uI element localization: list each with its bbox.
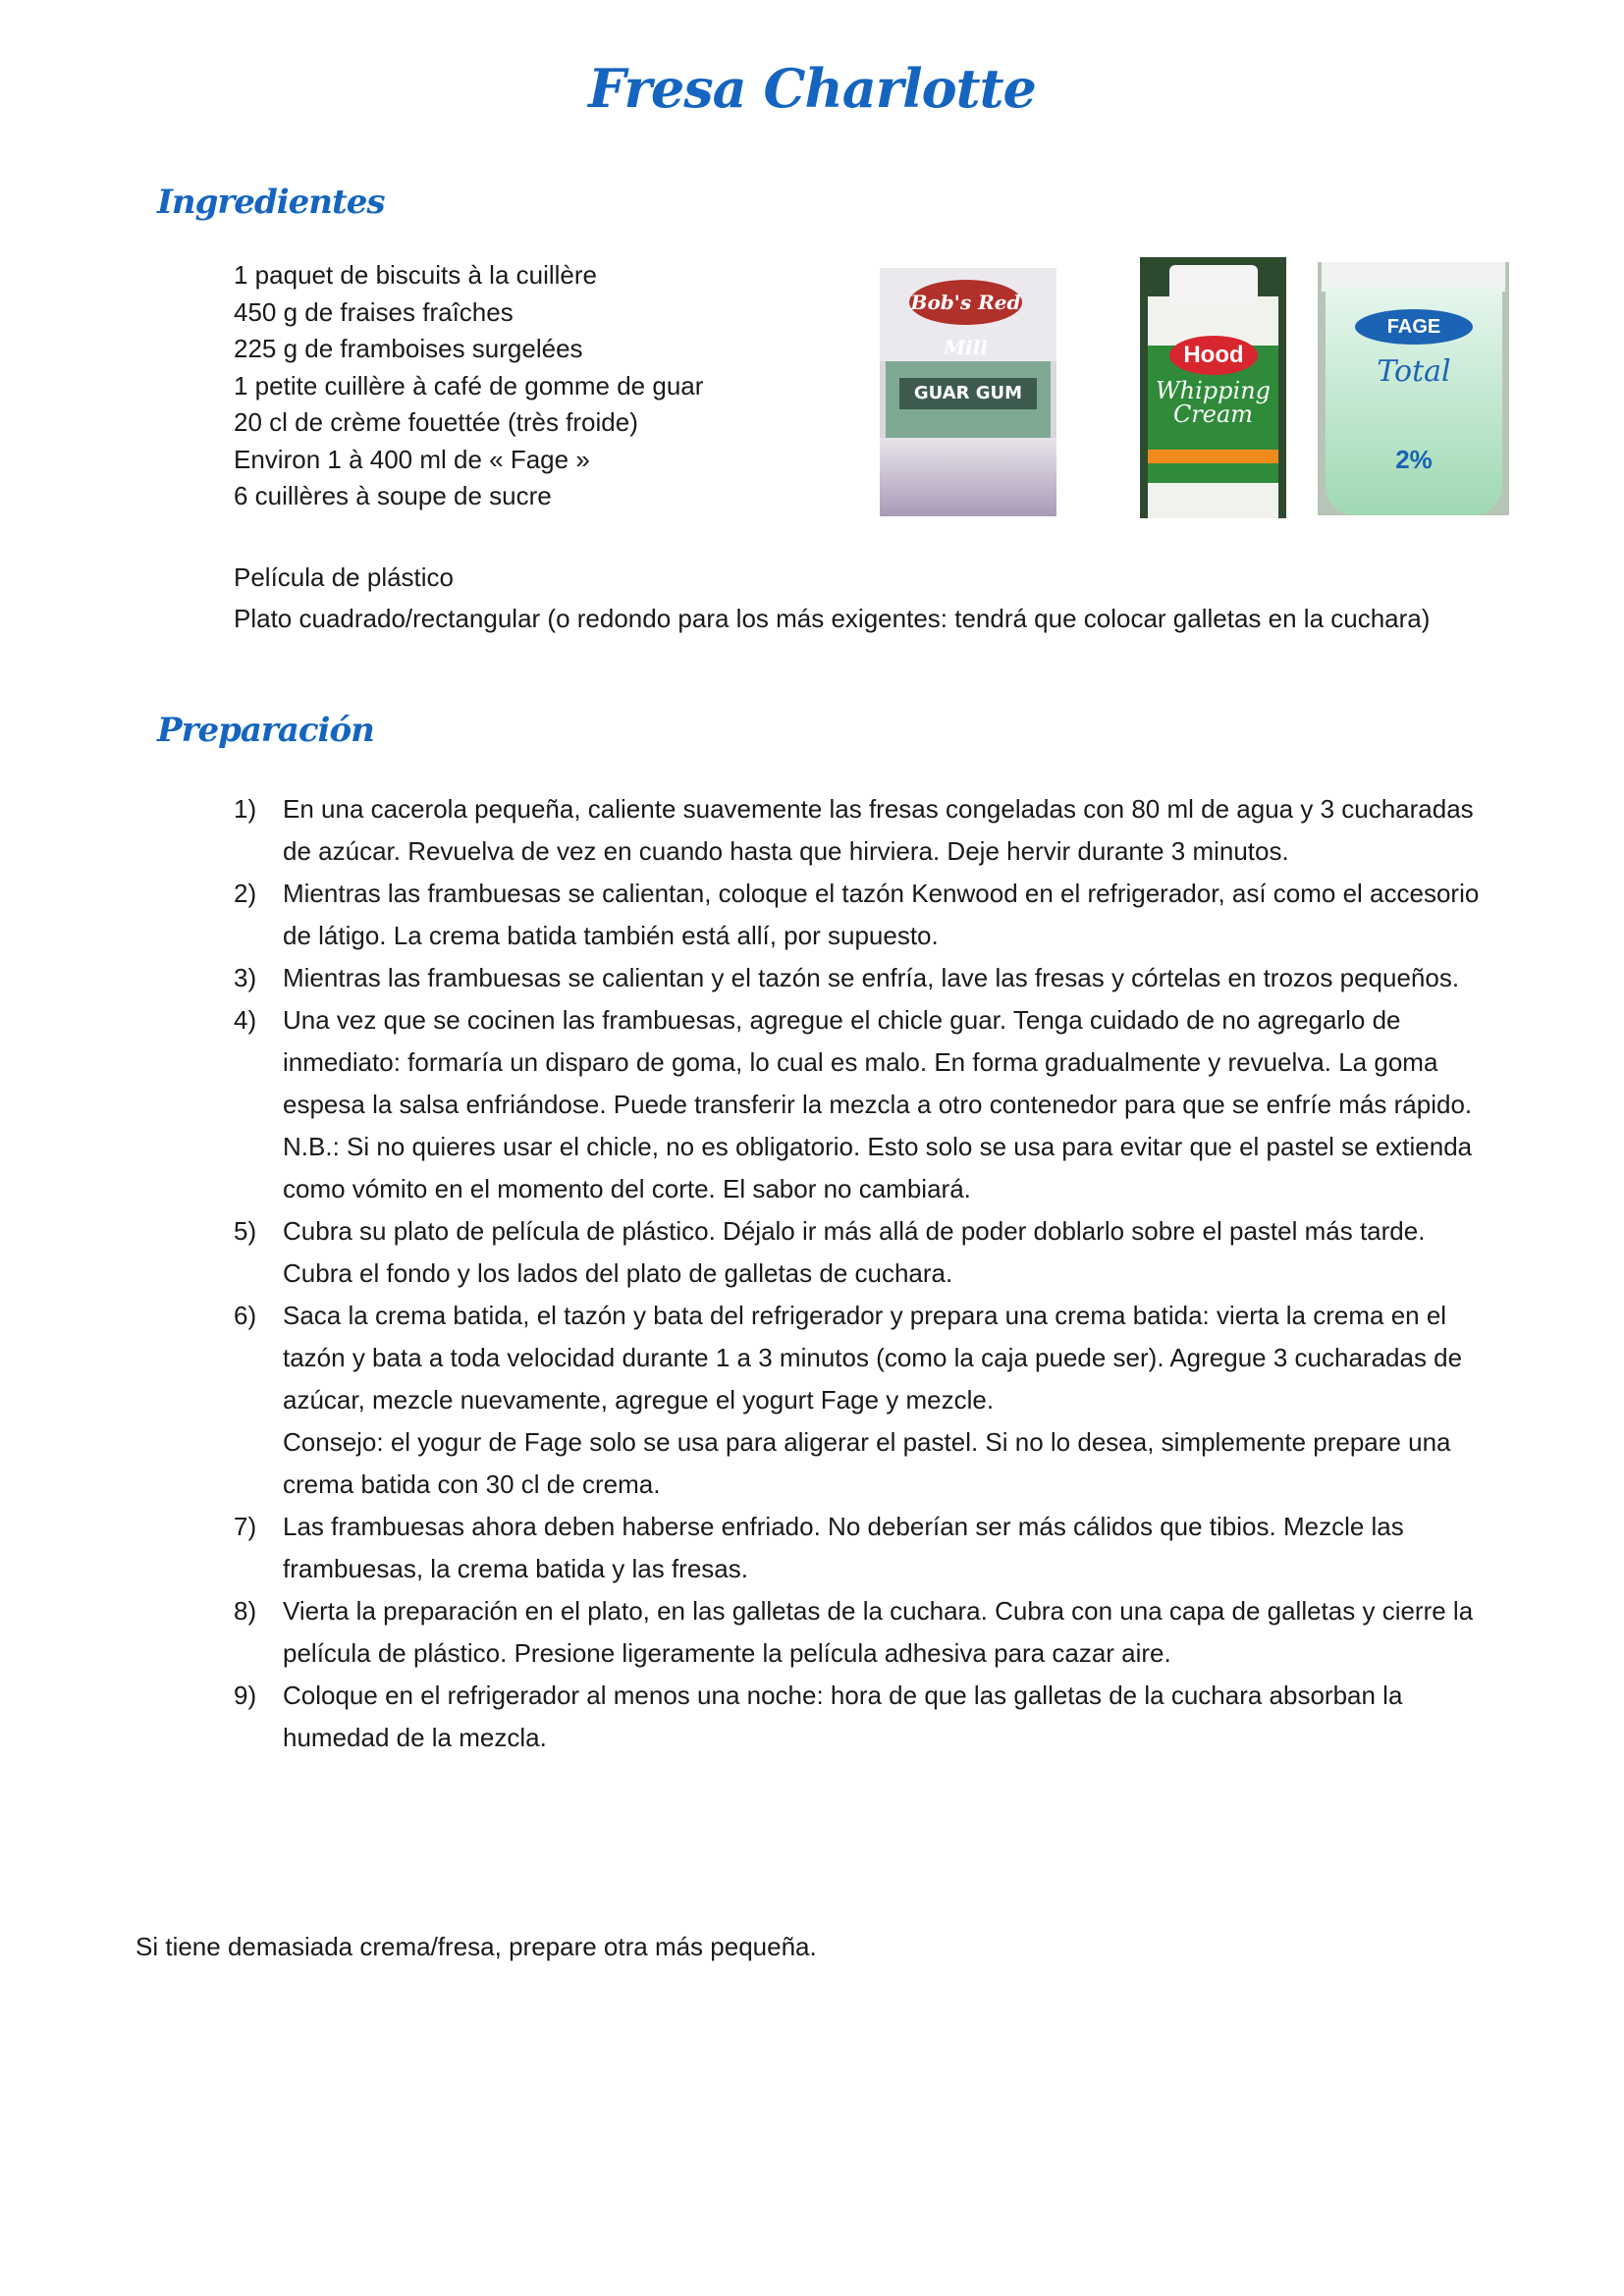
fage-total-label: Total xyxy=(1377,354,1451,389)
guar-gum-label: GUAR GUM xyxy=(899,378,1037,409)
step-number: 7) xyxy=(234,1512,257,1541)
step-number: 1) xyxy=(234,794,257,824)
preparation-steps xyxy=(234,788,1490,1759)
ingredient-item: Environ 1 à 400 ml de « Fage » xyxy=(234,444,590,474)
step-item xyxy=(234,1506,1490,1590)
fage-logo: FAGE xyxy=(1355,309,1473,345)
ingredient-item: 1 petite cuillère à café de gomme de guar xyxy=(234,370,704,400)
step-number: 8) xyxy=(234,1596,257,1626)
step-text: Vierta la preparación en el plato, en las galletas de la cuchara. Cubra con una capa de galletas y cierre la película de plástico. Presione ligeramente la película adhesiva para cazar aire. xyxy=(283,1596,1474,1668)
step-text: Cubra su plato de película de plástico. Déjalo ir más allá de poder doblarlo sobre el pastel más tarde. Cubra el fondo y los lados del plato de galletas de cuchara. xyxy=(283,1216,1426,1288)
ingredient-item: 225 g de framboises surgelées xyxy=(234,334,583,363)
whipping-cream-photo xyxy=(1140,257,1286,518)
step-text: Una vez que se cocinen las frambuesas, agregue el chicle guar. Tenga cuidado de no agregarlo de inmediato: formaría un disparo de goma, lo cual es malo. En forma gradualmente y revuelva. La goma espesa la salsa enfriándose. Puede transferir la mezcla a otro contenedor para que se enfríe más rápido. xyxy=(283,1005,1473,1119)
step-note: Consejo: el yogur de Fage solo se usa para aligerar el pastel. Si no lo desea, simplemente prepare una crema batida con 30 cl de crema. xyxy=(283,1427,1451,1499)
step-number: 5) xyxy=(234,1216,257,1246)
hood-logo: Hood xyxy=(1169,336,1258,375)
step-item xyxy=(234,957,1490,999)
step-number: 3) xyxy=(234,963,257,992)
step-note: N.B.: Si no quieres usar el chicle, no es obligatorio. Esto solo se usa para evitar que el pastel se extienda como vómito en el momento del corte. El sabor no cambiará. xyxy=(283,1132,1473,1203)
guar-gum-photo xyxy=(880,268,1056,516)
ingredients-heading: Ingredientes xyxy=(157,183,385,222)
page-title: Fresa Charlotte xyxy=(588,57,1036,120)
step-number: 6) xyxy=(234,1301,257,1330)
step-item xyxy=(234,788,1490,873)
fage-yogurt-photo xyxy=(1318,262,1509,515)
equipment-item: Película de plástico xyxy=(234,562,455,592)
step-item xyxy=(234,873,1490,957)
equipment-list xyxy=(234,557,1451,639)
bobs-red-mill-logo: Bob's Red Mill xyxy=(909,280,1022,325)
step-text: En una cacerola pequeña, caliente suavemente las fresas congeladas con 80 ml de agua y 3 cucharadas de azúcar. Revuelva de vez en cuando hasta que hirviera. Deje hervir durante 3 minutos. xyxy=(283,794,1474,866)
step-item xyxy=(234,1295,1490,1506)
step-number: 9) xyxy=(234,1681,257,1710)
step-text: Mientras las frambuesas se calientan, coloque el tazón Kenwood en el refrigerador, así como el accesorio de látigo. La crema batida también está allí, por supuesto. xyxy=(283,879,1480,950)
step-number: 4) xyxy=(234,1005,257,1035)
ingredient-item: 20 cl de crème fouettée (très froide) xyxy=(234,407,638,437)
ingredient-item: 6 cuillères à soupe de sucre xyxy=(234,481,552,510)
step-number: 2) xyxy=(234,879,257,908)
step-item xyxy=(234,999,1490,1210)
step-item xyxy=(234,1210,1490,1295)
step-item xyxy=(234,1590,1490,1675)
ingredient-list xyxy=(234,257,703,515)
step-text: Mientras las frambuesas se calientan y el tazón se enfría, lave las fresas y córtelas en trozos pequeños. xyxy=(283,963,1460,992)
step-text: Las frambuesas ahora deben haberse enfriado. No deberían ser más cálidos que tibios. Mezcle las frambuesas, la crema batida y las fresas. xyxy=(283,1512,1404,1583)
ingredient-item: 1 paquet de biscuits à la cuillère xyxy=(234,260,598,290)
step-item xyxy=(234,1675,1490,1759)
step-text: Coloque en el refrigerador al menos una noche: hora de que las galletas de la cuchara absorban la humedad de la mezcla. xyxy=(283,1681,1403,1752)
preparation-heading: Preparación xyxy=(157,711,374,750)
fage-fat-label: 2% xyxy=(1395,445,1433,474)
ingredient-item: 450 g de fraises fraîches xyxy=(234,296,514,327)
step-text: Saca la crema batida, el tazón y bata del refrigerador y prepara una crema batida: vierta la crema en el tazón y bata a toda velocidad durante 1 a 3 minutos (como la caja puede ser). Agregue 3 cucharadas de azúcar, mezcle nuevamente, agregue el yogurt Fage y mezcle. xyxy=(283,1301,1463,1415)
equipment-item: Plato cuadrado/rectangular (o redondo para los más exigentes: tendrá que colocar galletas en la cuchara) xyxy=(234,604,1431,633)
closing-note: Si tiene demasiada crema/fresa, prepare otra más pequeña. xyxy=(135,1932,817,1961)
whipping-cream-label: Whipping Cream xyxy=(1155,377,1272,428)
